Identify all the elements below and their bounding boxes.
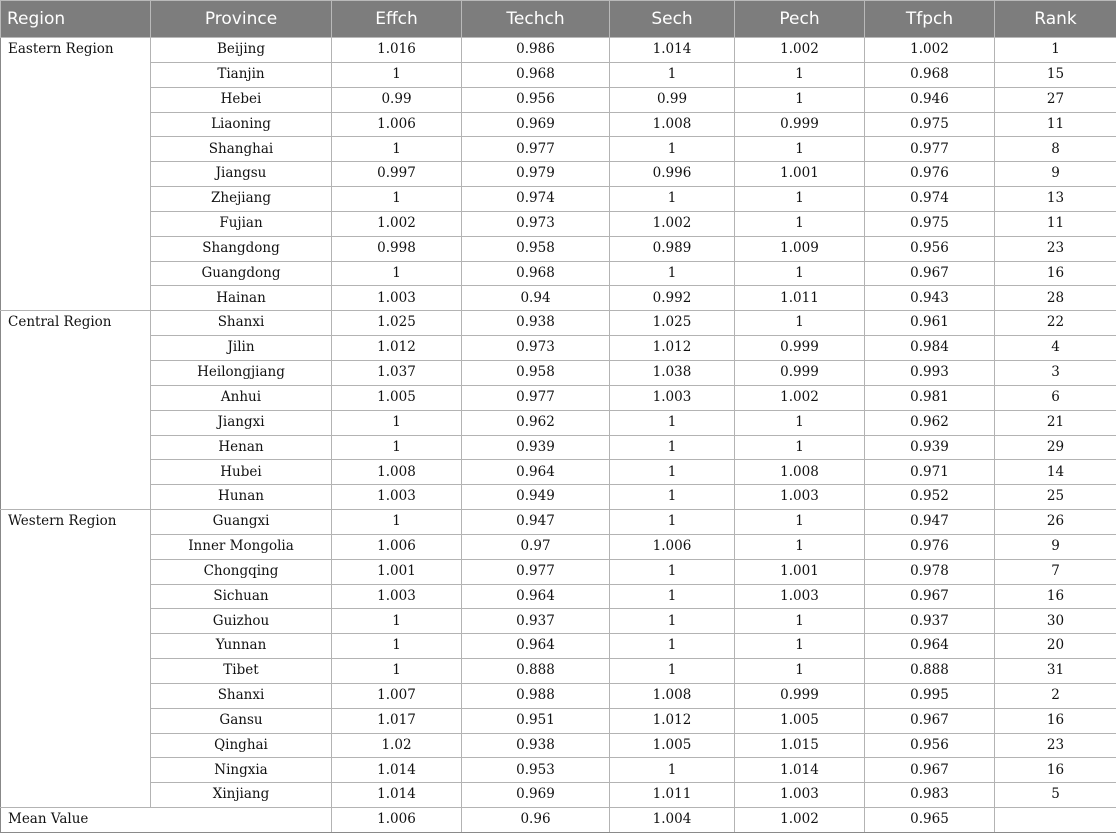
value-cell: 1.015 [735, 733, 865, 758]
value-cell: 1 [610, 659, 735, 684]
value-cell: 0.978 [865, 559, 995, 584]
province-cell: Hunan [151, 485, 332, 510]
value-cell: 16 [995, 261, 1116, 286]
province-cell: Guangdong [151, 261, 332, 286]
mean-row [1, 808, 1116, 833]
header-sech: Sech [610, 1, 735, 38]
value-cell: 25 [995, 485, 1116, 510]
header-pech: Pech [735, 1, 865, 38]
value-cell: 26 [995, 510, 1116, 535]
value-cell: 1.002 [735, 38, 865, 63]
value-cell: 1 [610, 609, 735, 634]
value-cell: 0.964 [462, 584, 610, 609]
value-cell: 21 [995, 410, 1116, 435]
region-cell: Eastern Region [1, 38, 151, 311]
value-cell: 1 [332, 634, 462, 659]
value-cell: 5 [995, 783, 1116, 808]
value-cell: 0.99 [610, 87, 735, 112]
value-cell: 1.005 [332, 385, 462, 410]
value-cell: 11 [995, 211, 1116, 236]
mean-value-cell: 0.96 [462, 808, 610, 833]
value-cell: 0.968 [462, 62, 610, 87]
value-cell: 0.888 [462, 659, 610, 684]
value-cell: 1.008 [610, 683, 735, 708]
value-cell: 1.014 [610, 38, 735, 63]
value-cell: 2 [995, 683, 1116, 708]
value-cell: 14 [995, 460, 1116, 485]
value-cell: 1.011 [610, 783, 735, 808]
province-cell: Xinjiang [151, 783, 332, 808]
value-cell: 0.979 [462, 162, 610, 187]
value-cell: 1 [610, 584, 735, 609]
value-cell: 1.003 [610, 385, 735, 410]
value-cell: 1 [610, 137, 735, 162]
province-cell: Jiangsu [151, 162, 332, 187]
value-cell: 1 [332, 187, 462, 212]
value-cell: 0.983 [865, 783, 995, 808]
province-cell: Ningxia [151, 758, 332, 783]
value-cell: 0.968 [865, 62, 995, 87]
value-cell: 15 [995, 62, 1116, 87]
value-cell: 1.02 [332, 733, 462, 758]
table-row [1, 236, 1116, 261]
value-cell: 1 [735, 137, 865, 162]
mean-value-cell: 1.006 [332, 808, 462, 833]
value-cell: 8 [995, 137, 1116, 162]
value-cell: 0.975 [865, 112, 995, 137]
table-row [1, 510, 1116, 535]
table-row [1, 534, 1116, 559]
value-cell: 0.967 [865, 584, 995, 609]
table-row [1, 559, 1116, 584]
value-cell: 1 [995, 38, 1116, 63]
province-cell: Jilin [151, 336, 332, 361]
value-cell: 1.003 [735, 584, 865, 609]
value-cell: 1.003 [332, 485, 462, 510]
value-cell: 1 [735, 659, 865, 684]
value-cell: 1 [610, 187, 735, 212]
province-cell: Jiangxi [151, 410, 332, 435]
value-cell: 1.002 [865, 38, 995, 63]
table-row [1, 733, 1116, 758]
mean-label: Mean Value [1, 808, 332, 833]
value-cell: 0.958 [462, 360, 610, 385]
header-techch: Techch [462, 1, 610, 38]
mean-value-cell: 1.004 [610, 808, 735, 833]
table-row [1, 261, 1116, 286]
value-cell: 1.002 [735, 385, 865, 410]
province-cell: Chongqing [151, 559, 332, 584]
table-row [1, 137, 1116, 162]
province-cell: Qinghai [151, 733, 332, 758]
mean-value-cell: 0.965 [865, 808, 995, 833]
value-cell: 1.014 [332, 783, 462, 808]
province-cell: Guangxi [151, 510, 332, 535]
value-cell: 1 [610, 62, 735, 87]
province-cell: Tibet [151, 659, 332, 684]
value-cell: 1 [610, 435, 735, 460]
value-cell: 29 [995, 435, 1116, 460]
table-row [1, 211, 1116, 236]
province-cell: Shanxi [151, 311, 332, 336]
value-cell: 0.949 [462, 485, 610, 510]
header-effch: Effch [332, 1, 462, 38]
value-cell: 0.996 [610, 162, 735, 187]
value-cell: 1.014 [735, 758, 865, 783]
table-row [1, 385, 1116, 410]
mean-value-cell: 1.002 [735, 808, 865, 833]
value-cell: 1.025 [610, 311, 735, 336]
value-cell: 0.962 [462, 410, 610, 435]
value-cell: 1 [735, 609, 865, 634]
header-region: Region [1, 1, 151, 38]
value-cell: 0.94 [462, 286, 610, 311]
value-cell: 9 [995, 534, 1116, 559]
value-cell: 11 [995, 112, 1116, 137]
province-cell: Fujian [151, 211, 332, 236]
value-cell: 1 [735, 261, 865, 286]
value-cell: 1 [735, 87, 865, 112]
value-cell: 1.006 [610, 534, 735, 559]
value-cell: 1.014 [332, 758, 462, 783]
value-cell: 1.005 [735, 708, 865, 733]
value-cell: 0.977 [462, 137, 610, 162]
table-row [1, 162, 1116, 187]
value-cell: 1 [332, 659, 462, 684]
value-cell: 1 [610, 510, 735, 535]
header-rank: Rank [995, 1, 1116, 38]
value-cell: 7 [995, 559, 1116, 584]
province-cell: Anhui [151, 385, 332, 410]
value-cell: 0.999 [735, 112, 865, 137]
value-cell: 0.937 [865, 609, 995, 634]
table-row [1, 783, 1116, 808]
value-cell: 1 [610, 758, 735, 783]
value-cell: 0.971 [865, 460, 995, 485]
value-cell: 1.002 [332, 211, 462, 236]
value-cell: 0.937 [462, 609, 610, 634]
value-cell: 0.973 [462, 336, 610, 361]
province-cell: Hubei [151, 460, 332, 485]
value-cell: 1 [735, 187, 865, 212]
province-cell: Gansu [151, 708, 332, 733]
province-cell: Hainan [151, 286, 332, 311]
table-row [1, 336, 1116, 361]
value-cell: 1 [610, 460, 735, 485]
table-row [1, 460, 1116, 485]
value-cell: 1 [735, 311, 865, 336]
value-cell: 30 [995, 609, 1116, 634]
value-cell: 1.001 [735, 559, 865, 584]
value-cell: 0.956 [865, 733, 995, 758]
value-cell: 1.003 [332, 584, 462, 609]
value-cell: 0.977 [462, 385, 610, 410]
value-cell: 0.951 [462, 708, 610, 733]
province-cell: Shanghai [151, 137, 332, 162]
value-cell: 9 [995, 162, 1116, 187]
value-cell: 0.993 [865, 360, 995, 385]
value-cell: 1.012 [332, 336, 462, 361]
value-cell: 1.025 [332, 311, 462, 336]
province-cell: Henan [151, 435, 332, 460]
value-cell: 1.037 [332, 360, 462, 385]
value-cell: 1.006 [332, 112, 462, 137]
table-row [1, 708, 1116, 733]
table-row [1, 360, 1116, 385]
value-cell: 0.99 [332, 87, 462, 112]
value-cell: 1 [332, 62, 462, 87]
value-cell: 0.961 [865, 311, 995, 336]
value-cell: 0.943 [865, 286, 995, 311]
value-cell: 0.967 [865, 758, 995, 783]
table-row [1, 659, 1116, 684]
value-cell: 1.008 [610, 112, 735, 137]
province-cell: Yunnan [151, 634, 332, 659]
value-cell: 0.977 [865, 137, 995, 162]
value-cell: 13 [995, 187, 1116, 212]
table-row [1, 286, 1116, 311]
value-cell: 1 [332, 137, 462, 162]
value-cell: 1.017 [332, 708, 462, 733]
value-cell: 0.952 [865, 485, 995, 510]
region-cell: Western Region [1, 510, 151, 808]
table-row [1, 634, 1116, 659]
value-cell: 0.964 [865, 634, 995, 659]
value-cell: 1.016 [332, 38, 462, 63]
value-cell: 28 [995, 286, 1116, 311]
value-cell: 3 [995, 360, 1116, 385]
table-row [1, 435, 1116, 460]
value-cell: 1.012 [610, 708, 735, 733]
value-cell: 0.999 [735, 360, 865, 385]
value-cell: 0.938 [462, 733, 610, 758]
value-cell: 0.999 [735, 336, 865, 361]
header-province: Province [151, 1, 332, 38]
table-row [1, 311, 1116, 336]
province-cell: Tianjin [151, 62, 332, 87]
value-cell: 22 [995, 311, 1116, 336]
value-cell: 0.989 [610, 236, 735, 261]
value-cell: 0.997 [332, 162, 462, 187]
table-row [1, 410, 1116, 435]
value-cell: 0.976 [865, 162, 995, 187]
value-cell: 0.958 [462, 236, 610, 261]
value-cell: 1 [735, 534, 865, 559]
value-cell: 0.976 [865, 534, 995, 559]
province-cell: Zhejiang [151, 187, 332, 212]
province-cell: Inner Mongolia [151, 534, 332, 559]
region-cell: Central Region [1, 311, 151, 510]
value-cell: 0.967 [865, 261, 995, 286]
value-cell: 0.964 [462, 460, 610, 485]
value-cell: 0.995 [865, 683, 995, 708]
value-cell: 16 [995, 584, 1116, 609]
table-row [1, 187, 1116, 212]
value-cell: 0.947 [865, 510, 995, 535]
value-cell: 0.967 [865, 708, 995, 733]
value-cell: 0.973 [462, 211, 610, 236]
province-cell: Liaoning [151, 112, 332, 137]
value-cell: 0.888 [865, 659, 995, 684]
value-cell: 4 [995, 336, 1116, 361]
value-cell: 16 [995, 758, 1116, 783]
value-cell: 0.939 [865, 435, 995, 460]
value-cell: 1.002 [610, 211, 735, 236]
province-cell: Shanxi [151, 683, 332, 708]
province-cell: Beijing [151, 38, 332, 63]
value-cell: 0.986 [462, 38, 610, 63]
value-cell: 0.956 [462, 87, 610, 112]
value-cell: 0.97 [462, 534, 610, 559]
value-cell: 0.956 [865, 236, 995, 261]
value-cell: 1 [610, 261, 735, 286]
value-cell: 16 [995, 708, 1116, 733]
value-cell: 1.005 [610, 733, 735, 758]
province-cell: Guizhou [151, 609, 332, 634]
header-row [1, 1, 1116, 38]
province-cell: Sichuan [151, 584, 332, 609]
table-body [1, 38, 1116, 833]
value-cell: 1.009 [735, 236, 865, 261]
value-cell: 1.038 [610, 360, 735, 385]
value-cell: 1.003 [332, 286, 462, 311]
value-cell: 27 [995, 87, 1116, 112]
value-cell: 1 [332, 261, 462, 286]
province-cell: Shangdong [151, 236, 332, 261]
value-cell: 1.011 [735, 286, 865, 311]
value-cell: 0.981 [865, 385, 995, 410]
value-cell: 1 [332, 410, 462, 435]
province-cell: Hebei [151, 87, 332, 112]
value-cell: 0.977 [462, 559, 610, 584]
table-row [1, 758, 1116, 783]
value-cell: 1 [610, 634, 735, 659]
value-cell: 1.008 [735, 460, 865, 485]
mean-value-cell [995, 808, 1116, 833]
value-cell: 0.969 [462, 783, 610, 808]
table-row [1, 112, 1116, 137]
value-cell: 23 [995, 236, 1116, 261]
province-cell: Heilongjiang [151, 360, 332, 385]
table-row [1, 87, 1116, 112]
value-cell: 20 [995, 634, 1116, 659]
value-cell: 1 [332, 510, 462, 535]
value-cell: 1 [735, 211, 865, 236]
value-cell: 1 [610, 559, 735, 584]
value-cell: 1 [735, 634, 865, 659]
value-cell: 31 [995, 659, 1116, 684]
value-cell: 0.964 [462, 634, 610, 659]
value-cell: 1.003 [735, 783, 865, 808]
value-cell: 0.999 [735, 683, 865, 708]
value-cell: 1.001 [735, 162, 865, 187]
value-cell: 1 [735, 62, 865, 87]
value-cell: 0.968 [462, 261, 610, 286]
table-row [1, 62, 1116, 87]
value-cell: 1.007 [332, 683, 462, 708]
table-row [1, 38, 1116, 63]
value-cell: 1 [735, 410, 865, 435]
table-row [1, 683, 1116, 708]
value-cell: 0.974 [865, 187, 995, 212]
value-cell: 0.974 [462, 187, 610, 212]
value-cell: 1.012 [610, 336, 735, 361]
value-cell: 1 [332, 609, 462, 634]
value-cell: 0.953 [462, 758, 610, 783]
value-cell: 1.006 [332, 534, 462, 559]
value-cell: 1.001 [332, 559, 462, 584]
value-cell: 0.938 [462, 311, 610, 336]
value-cell: 1.008 [332, 460, 462, 485]
value-cell: 0.984 [865, 336, 995, 361]
value-cell: 0.946 [865, 87, 995, 112]
value-cell: 1 [735, 435, 865, 460]
value-cell: 0.992 [610, 286, 735, 311]
table-row [1, 485, 1116, 510]
value-cell: 0.975 [865, 211, 995, 236]
table-row [1, 584, 1116, 609]
value-cell: 1.003 [735, 485, 865, 510]
value-cell: 0.962 [865, 410, 995, 435]
value-cell: 0.988 [462, 683, 610, 708]
value-cell: 23 [995, 733, 1116, 758]
table-row [1, 609, 1116, 634]
value-cell: 1 [332, 435, 462, 460]
value-cell: 1 [610, 410, 735, 435]
value-cell: 1 [610, 485, 735, 510]
value-cell: 0.969 [462, 112, 610, 137]
header-tfpch: Tfpch [865, 1, 995, 38]
value-cell: 0.947 [462, 510, 610, 535]
value-cell: 1 [735, 510, 865, 535]
value-cell: 0.939 [462, 435, 610, 460]
value-cell: 0.998 [332, 236, 462, 261]
value-cell: 6 [995, 385, 1116, 410]
